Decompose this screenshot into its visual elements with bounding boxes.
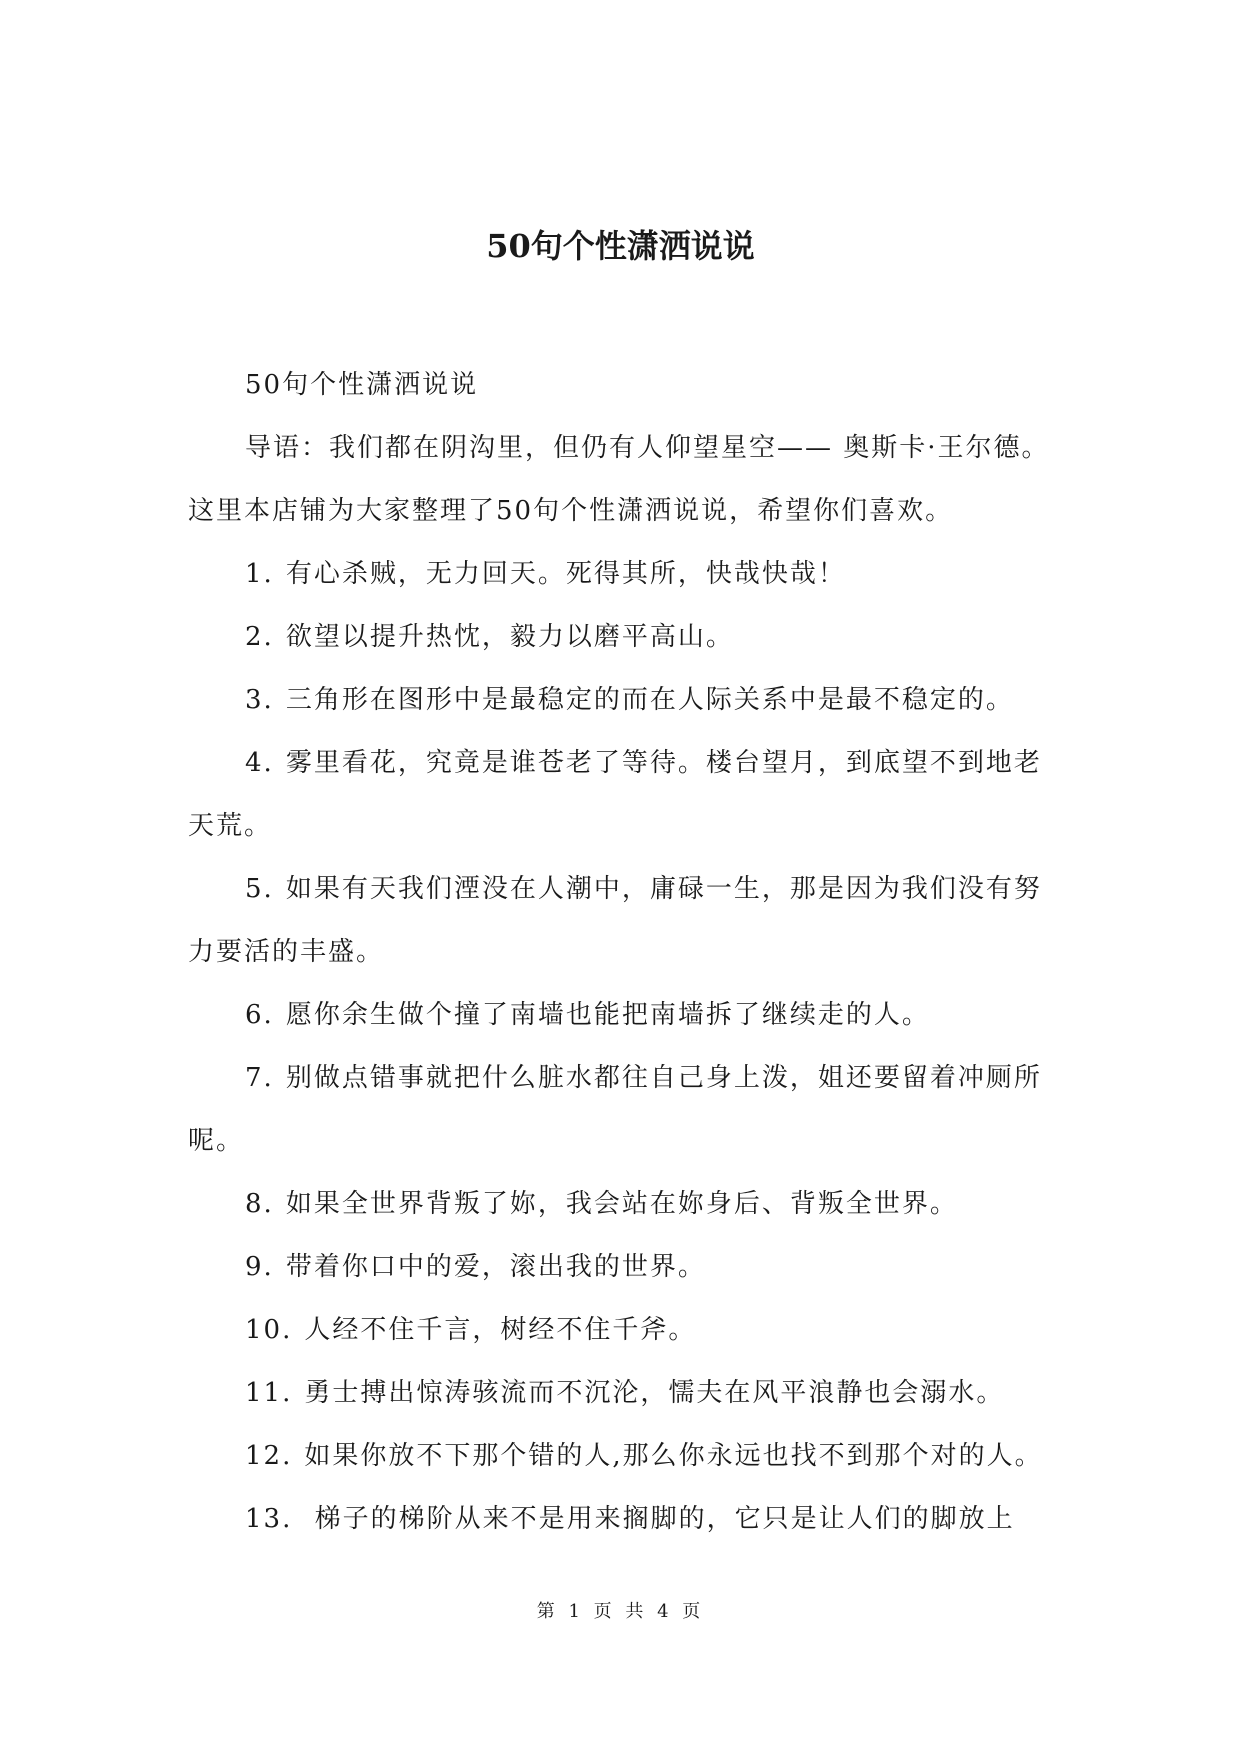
item-text: 别做点错事就把什么脏水都往自己身上泼，姐还要留着冲厕所呢。	[188, 1063, 1042, 1156]
document-title: 50句个性潇洒说说	[486, 227, 755, 265]
item-number: 12.	[245, 1441, 293, 1471]
item-text: 勇士搏出惊涛骇流而不沉沦，懦夫在风平浪静也会溺水。	[304, 1378, 1005, 1408]
item-text: 三角形在图形中是最稳定的而在人际关系中是最不稳定的。	[285, 685, 1014, 715]
item-text: 人经不住千言，树经不住千斧。	[304, 1315, 697, 1345]
item-text: 欲望以提升热忱，毅力以磨平高山。	[285, 622, 734, 652]
item-number: 2.	[245, 622, 274, 652]
item-text: 如果你放不下那个错的人,那么你永远也找不到那个对的人。	[304, 1441, 1043, 1471]
list-item	[188, 606, 1060, 669]
list-item	[188, 1047, 1060, 1173]
list-item	[188, 984, 1060, 1047]
item-number: 6.	[245, 1000, 274, 1030]
item-number: 8.	[245, 1189, 274, 1219]
list-item	[188, 1425, 1060, 1488]
document-body	[188, 354, 1060, 1551]
list-item	[188, 1362, 1060, 1425]
item-text: 带着你口中的爱，滚出我的世界。	[285, 1252, 706, 1282]
list-item	[188, 1236, 1060, 1299]
page-footer: 第 1 页 共 4 页	[536, 1601, 705, 1622]
item-number: 7.	[245, 1063, 274, 1093]
item-number: 5.	[245, 874, 274, 904]
list-item	[188, 1299, 1060, 1362]
item-text: 如果有天我们湮没在人潮中，庸碌一生，那是因为我们没有努力要活的丰盛。	[188, 874, 1042, 967]
item-number: 1.	[245, 559, 274, 589]
list-item	[188, 1488, 1060, 1551]
item-number: 10.	[245, 1315, 293, 1345]
list-item	[188, 1173, 1060, 1236]
item-text: 梯子的梯阶从来不是用来搁脚的，它只是让人们的脚放上	[304, 1504, 1015, 1534]
subtitle-paragraph: 50句个性潇洒说说	[245, 370, 479, 400]
item-number: 11.	[245, 1378, 293, 1408]
item-number: 9.	[245, 1252, 274, 1282]
item-text: 雾里看花，究竟是谁苍老了等待。楼台望月，到底望不到地老天荒。	[188, 748, 1042, 841]
item-text: 愿你余生做个撞了南墙也能把南墙拆了继续走的人。	[285, 1000, 930, 1030]
list-item	[188, 858, 1060, 984]
list-item	[188, 669, 1060, 732]
item-number: 13.	[245, 1504, 293, 1534]
item-text: 如果全世界背叛了妳，我会站在妳身后、背叛全世界。	[285, 1189, 958, 1219]
list-item	[188, 732, 1060, 858]
item-number: 3.	[245, 685, 274, 715]
list-item	[188, 543, 1060, 606]
item-number: 4.	[245, 748, 274, 778]
item-text: 有心杀贼，无力回天。死得其所，快哉快哉！	[285, 559, 846, 589]
intro-paragraph: 导语：我们都在阴沟里，但仍有人仰望星空—— 奥斯卡·王尔德。这里本店铺为大家整理了50句个性潇洒说说，希望你们喜欢。	[188, 433, 1050, 526]
